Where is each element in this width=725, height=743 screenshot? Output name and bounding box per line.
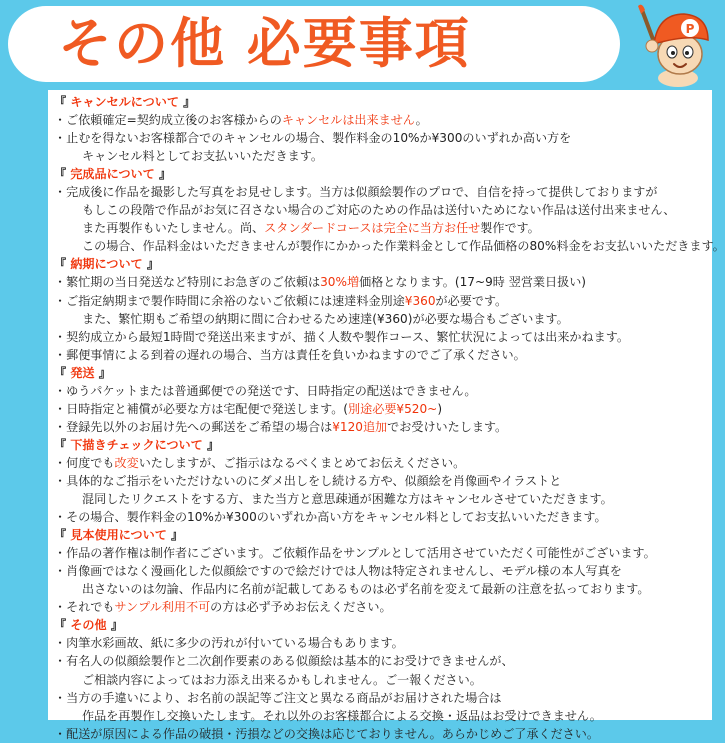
highlighted-text: 30%増 <box>320 275 360 290</box>
body-text: ご指定納期まで製作時間に余裕のないご依頼には速達料金別途 <box>66 293 405 308</box>
body-text: 何度でも <box>66 455 115 470</box>
bullet-item <box>54 544 712 562</box>
bullet-continuation <box>54 237 725 255</box>
bullet-item <box>54 129 712 147</box>
bullet-mark: ・ <box>54 293 67 308</box>
bullet-item <box>54 273 712 291</box>
bullet-item <box>54 562 712 580</box>
body-text: この場合、作品料金はいただきませんが製作にかかった作業料金として作品価格の80%料金をお支払いいただきます。 <box>82 239 725 254</box>
bullet-continuation <box>54 310 712 328</box>
section-heading-label: その他 <box>70 618 107 633</box>
bullet-item <box>54 454 712 472</box>
body-text: また再製作もいたしません。尚、 <box>82 221 265 236</box>
body-text: 肉筆水彩画故、紙に多少の汚れが付いている場合もあります。 <box>66 636 404 651</box>
heading-bracket-open: 『 <box>54 365 71 380</box>
bullet-mark: ・ <box>54 510 67 525</box>
bullet-continuation <box>54 671 712 689</box>
bullet-mark: ・ <box>54 329 67 344</box>
section-heading <box>54 255 712 273</box>
body-text: ゆうパケットまたは普通郵便での発送です、日時指定の配送はできません。 <box>66 383 477 398</box>
body-text: ご依頼確定=契約成立後のお客様からの <box>66 113 282 128</box>
section-heading <box>54 526 712 544</box>
section-heading <box>54 616 712 634</box>
bullet-item <box>54 652 712 670</box>
body-text: 具体的なご指示をいただけないのにダメ出しをし続ける方や、似顔絵を肖像画やイラストと <box>66 473 562 488</box>
bullet-mark: ・ <box>54 600 67 615</box>
heading-bracket-close: 』 <box>94 365 111 380</box>
body-text: いたしますが、ご指示はなるべくまとめてお伝えください。 <box>138 455 466 470</box>
section-heading-label: 完成品について <box>70 167 155 182</box>
body-text: キャンセル料としてお支払いいただきます。 <box>82 149 323 164</box>
heading-bracket-close: 』 <box>154 167 172 182</box>
body-text: また、繁忙期もご希望の納期に間に合わせるため速達(¥360)が必要な場合もございます。 <box>82 311 569 326</box>
body-text: ) <box>437 401 443 416</box>
highlighted-text: スタンダードコースは完全に当方お任せ <box>264 221 481 236</box>
body-text: 登録先以外のお届け先への郵送をご希望の場合は <box>66 419 333 434</box>
bullet-item <box>54 508 712 526</box>
body-text: その場合、製作料金の10%か¥300のいずれか高い方をキャンセル料としてお支払いいただきます。 <box>66 510 607 525</box>
heading-bracket-open: 『 <box>54 167 71 182</box>
bullet-mark: ・ <box>54 401 67 416</box>
heading-bracket-open: 『 <box>54 257 71 272</box>
heading-bracket-open: 『 <box>54 528 71 543</box>
bullet-mark: ・ <box>54 347 67 362</box>
bullet-mark: ・ <box>54 726 67 741</box>
body-text: 契約成立から最短1時間で発送出来ますが、描く人数や製作コース、繁忙状況によっては出来かねます。 <box>66 329 629 344</box>
bullet-item <box>54 418 712 436</box>
section-heading-label: 見本使用について <box>70 528 167 543</box>
body-text: の方は必ず予めお伝えください。 <box>210 600 392 615</box>
highlighted-text: 改変 <box>114 455 139 470</box>
bullet-item <box>54 472 712 490</box>
section-heading <box>54 364 712 382</box>
body-text: 。 <box>415 113 428 128</box>
highlighted-text: サンプル利用不可 <box>114 600 211 615</box>
svg-text:P: P <box>685 22 695 36</box>
bullet-continuation <box>54 201 712 219</box>
highlighted-text: 別途必要¥520~ <box>348 401 438 416</box>
bullet-mark: ・ <box>54 275 67 290</box>
body-text: 配送が原因による作品の破損・汚損などの交換は応じておりません。あらかじめご了承ください。 <box>66 726 599 741</box>
title-banner <box>8 6 620 82</box>
highlighted-text: ¥120追加 <box>332 419 388 434</box>
section-heading <box>54 93 712 111</box>
heading-bracket-close: 』 <box>178 95 196 109</box>
highlighted-text: ¥360 <box>404 293 436 308</box>
terms-panel <box>48 90 725 741</box>
heading-bracket-open: 『 <box>54 618 71 633</box>
section-heading <box>54 165 712 183</box>
heading-bracket-open: 『 <box>54 95 71 109</box>
body-text: 郵便事情による到着の遅れの場合、当方は責任を負いかねますのでご了承ください。 <box>66 347 526 362</box>
bullet-continuation <box>54 219 712 237</box>
bullet-mark: ・ <box>54 383 67 398</box>
body-text: 繁忙期の当日発送など特別にお急ぎのご依頼は <box>66 275 321 290</box>
bullet-item <box>54 400 712 418</box>
bullet-item <box>54 328 712 346</box>
heading-bracket-open: 『 <box>54 437 71 452</box>
body-text: でお受けいたします。 <box>387 419 508 434</box>
heading-bracket-close: 』 <box>142 257 159 272</box>
bullet-mark: ・ <box>54 654 67 669</box>
body-text: 完成後に作品を撮影した写真をお見せします。当方は似顔絵製作のプロで、自信を持って提供しておりますが <box>66 185 658 200</box>
body-text: 当方の手違いにより、お名前の誤記等ご注文と異なる商品がお届けされた場合は <box>66 690 502 705</box>
bullet-mark: ・ <box>54 636 67 651</box>
body-text: 作品の著作権は制作者にございます。ご依頼作品をサンプルとして活用させていただく可能性がございます。 <box>66 546 656 561</box>
section-heading-label: キャンセルについて <box>70 95 179 109</box>
bullet-item <box>54 346 712 364</box>
bullet-mark: ・ <box>54 419 67 434</box>
bullet-item <box>54 183 712 201</box>
body-text: 出さないのは勿論、作品内に名前が記載してあるものは必ず名前を変えて最新の注意を払っております。 <box>82 582 650 597</box>
heading-bracket-close: 』 <box>166 528 184 543</box>
body-text: 肖像画ではなく漫画化した似顔絵ですので絵だけでは人物は特定されませんし、モデル様の本人写真を <box>66 564 622 579</box>
heading-bracket-close: 』 <box>106 618 123 633</box>
bullet-item <box>54 292 712 310</box>
highlighted-text: キャンセルは出来ません <box>281 113 416 128</box>
body-text: 日時指定と補償が必要な方は宅配便で発送します。( <box>66 401 349 416</box>
section-heading-label: 下描きチェックについて <box>70 437 203 452</box>
bullet-mark: ・ <box>54 690 67 705</box>
bullet-mark: ・ <box>54 473 67 488</box>
bullet-item <box>54 598 712 616</box>
bullet-continuation <box>54 580 712 598</box>
terms-content <box>48 90 725 743</box>
section-heading-label: 納期について <box>70 257 143 272</box>
body-text: 有名人の似顔絵製作と二次創作要素のある似顔絵は基本的にお受けできませんが、 <box>66 654 514 669</box>
body-text: ご相談内容によってはお力添え出来るかもしれません。ご一報ください。 <box>82 672 482 687</box>
bullet-item <box>54 725 712 743</box>
bullet-mark: ・ <box>54 185 67 200</box>
body-text: が必要です。 <box>435 293 508 308</box>
bullet-item <box>54 111 712 129</box>
bullet-mark: ・ <box>54 546 67 561</box>
bullet-mark: ・ <box>54 113 67 128</box>
bullet-item <box>54 382 712 400</box>
body-text: 作品を再製作し交換いたします。それ以外のお客様都合による交換・返品はお受けできません。 <box>82 708 602 723</box>
bullet-continuation <box>54 707 712 725</box>
painter-mascot-icon <box>628 4 716 86</box>
body-text: 価格となります。(17~9時 翌営業日扱い) <box>359 275 587 290</box>
bullet-mark: ・ <box>54 131 67 146</box>
body-text: 混同したリクエストをする方、また当方と意思疎通が困難な方はキャンセルさせていただきます。 <box>82 492 613 507</box>
bullet-continuation <box>54 147 712 165</box>
bullet-mark: ・ <box>54 455 67 470</box>
bullet-mark: ・ <box>54 564 67 579</box>
body-text: もしこの段階で作品がお気に召さない場合のご対応のための作品は送付いためにない作品は送付出来ません、 <box>82 203 676 218</box>
page-title: その他 必要事項 <box>58 12 471 75</box>
bullet-item <box>54 634 712 652</box>
bullet-continuation <box>54 490 712 508</box>
body-text: 製作です。 <box>480 221 540 236</box>
section-heading-label: 発送 <box>70 365 95 380</box>
bullet-item <box>54 689 712 707</box>
section-heading <box>54 436 712 454</box>
heading-bracket-close: 』 <box>202 437 220 452</box>
body-text: 止むを得ないお客様都合でのキャンセルの場合、製作料金の10%か¥300のいずれか高い方を <box>66 131 572 146</box>
body-text: それでも <box>66 600 115 615</box>
